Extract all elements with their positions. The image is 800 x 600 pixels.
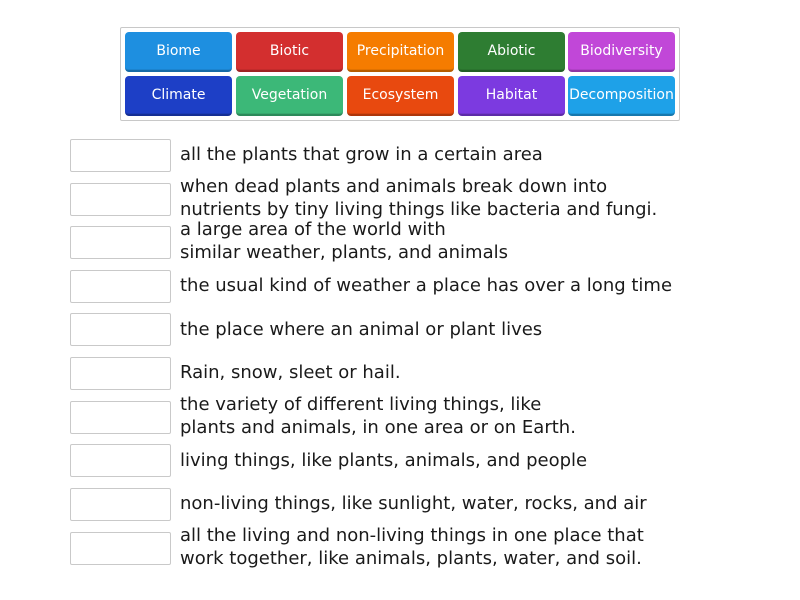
clue-text: [180, 218, 508, 264]
tile-climate[interactable]: Climate: [125, 76, 232, 116]
clue-line: the variety of different living things, like: [180, 394, 542, 415]
answer-drop-box[interactable]: [70, 183, 171, 216]
tile-vegetation[interactable]: Vegetation: [236, 76, 343, 116]
clue-line: when dead plants and animals break down into: [180, 176, 608, 197]
tile-decomposition[interactable]: Decomposition: [568, 76, 675, 116]
clue-line: similar weather, plants, and animals: [180, 242, 508, 263]
answer-drop-box[interactable]: [70, 401, 171, 434]
clue-text: [180, 524, 644, 570]
clue-line: plants and animals, in one area or on Earth.: [180, 417, 576, 438]
answer-drop-box[interactable]: [70, 488, 171, 521]
answer-drop-box[interactable]: [70, 313, 171, 346]
clue-text: [180, 449, 587, 472]
clue-line: a large area of the world with: [180, 219, 446, 240]
answer-drop-box[interactable]: [70, 139, 171, 172]
word-bank: [120, 27, 680, 121]
tile-abiotic[interactable]: Abiotic: [458, 32, 565, 72]
tile-biome[interactable]: Biome: [125, 32, 232, 72]
clue-text: [180, 393, 576, 439]
answer-drop-box[interactable]: [70, 444, 171, 477]
clue-line: all the living and non-living things in one place that: [180, 525, 644, 546]
clue-line: Rain, snow, sleet or hail.: [180, 362, 401, 383]
clue-line: non-living things, like sunlight, water, rocks, and air: [180, 493, 647, 514]
clue-line: the place where an animal or plant lives: [180, 319, 543, 340]
tile-precipitation[interactable]: Precipitation: [347, 32, 454, 72]
tile-biotic[interactable]: Biotic: [236, 32, 343, 72]
answer-drop-box[interactable]: [70, 226, 171, 259]
clue-line: living things, like plants, animals, and people: [180, 450, 588, 471]
clue-line: all the plants that grow in a certain area: [180, 144, 543, 165]
tile-habitat[interactable]: Habitat: [458, 76, 565, 116]
clue-line: nutrients by tiny living things like bacteria and fungi.: [180, 199, 658, 220]
tile-ecosystem[interactable]: Ecosystem: [347, 76, 454, 116]
tile-biodiversity[interactable]: Biodiversity: [568, 32, 675, 72]
clue-text: [180, 318, 542, 341]
answer-drop-box[interactable]: [70, 270, 171, 303]
clue-text: [180, 274, 672, 297]
clue-text: [180, 361, 401, 384]
clue-line: work together, like animals, plants, water, and soil.: [180, 548, 642, 569]
answer-drop-box[interactable]: [70, 532, 171, 565]
clue-text: [180, 175, 657, 221]
answer-drop-box[interactable]: [70, 357, 171, 390]
clue-text: [180, 143, 543, 166]
clue-line: the usual kind of weather a place has over a long time: [180, 275, 673, 296]
clue-text: [180, 492, 647, 515]
